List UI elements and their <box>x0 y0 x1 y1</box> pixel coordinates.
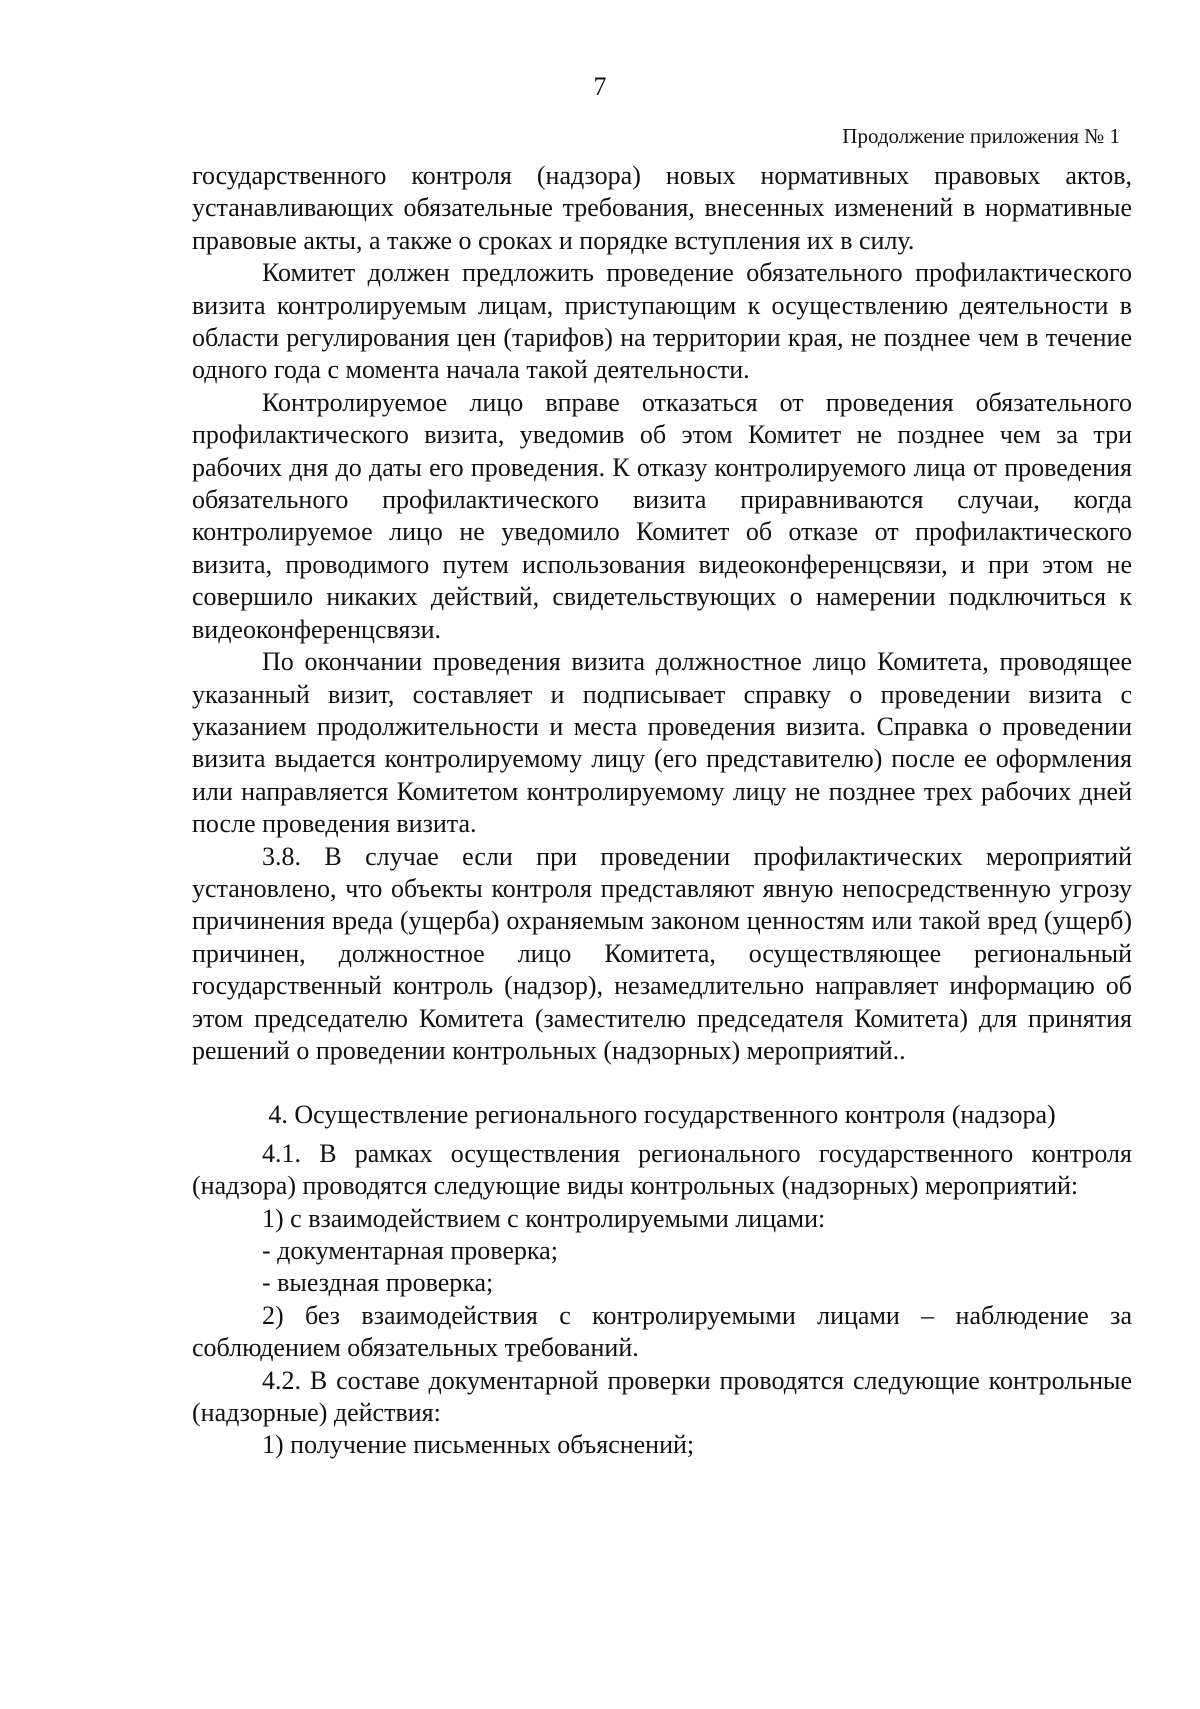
list-item: - выездная проверка; <box>262 1268 494 1298</box>
section-heading-4: 4. Осуществление регионального государственного контроля (надзора) <box>268 1100 1056 1130</box>
paragraph: По окончании проведения визита должностное лицо Комитета, проводящее указанный визит, составляет и подписывает справку о проведении визита с указанием продолжительности и места проведения визита. Справка о проведении визита выдается контролируемому лицу (его представителю) после ее оформления или направляется Комитетом контролируемому лицу не позднее трех рабочих дней после проведения визита. <box>192 647 1132 839</box>
paragraph-continued: государственного контроля (надзора) новых нормативных правовых актов, устанавливающих обязательные требования, внесенных изменений в нормативные правовые акты, а также о сроках и порядке вступления их в силу. <box>192 161 1132 255</box>
paragraph-4-2: 4.2. В составе документарной проверки проводятся следующие контрольные (надзорные) действия: <box>192 1365 1132 1428</box>
list-item: 1) с взаимодействием с контролируемыми лицами: <box>262 1203 826 1233</box>
list-item: 2) без взаимодействия с контролируемыми лицами – наблюдение за соблюдением обязательных требований. <box>192 1300 1132 1363</box>
page-number: 7 <box>593 72 607 101</box>
paragraph: Комитет должен предложить проведение обязательного профилактического визита контролируемым лицам, приступающим к осуществлению деятельности в области регулирования цен (тарифов) на территории края, не позднее чем в течение одного года с момента начала такой деятельности. <box>192 258 1132 385</box>
paragraph-4-1: 4.1. В рамках осуществления регионального государственного контроля (надзора) проводятся следующие виды контрольных (надзорных) мероприятий: <box>192 1138 1132 1201</box>
list-item: - документарная проверка; <box>262 1236 558 1265</box>
paragraph-3-8: 3.8. В случае если при проведении профилактических мероприятий установлено, что объекты контроля представляют явную непосредственную угрозу причинения вреда (ущерба) охраняемым законом ценностям или такой вред (ущерб) причинен, должностное лицо Комитета, осуществляющее региональный государственный контроль (надзор), незамедлительно направляет информацию об этом председателю Комитета (заместителю председателя Комитета) для принятия решений о проведении контрольных (надзорных) мероприятий.. <box>192 841 1132 1065</box>
paragraph: Контролируемое лицо вправе отказаться от проведения обязательного профилактического визита, уведомив об этом Комитет не позднее чем за три рабочих дня до даты его проведения. К отказу контролируемого лица от проведения обязательного профилактического визита приравниваются случаи, когда контролируемое лицо не уведомило Комитет об отказе от профилактического визита, проводимого путем использования видеоконференцсвязи, и при этом не совершило никаких действий, свидетельствующих о намерении подключиться к видеоконференцсвязи. <box>192 387 1132 644</box>
list-item: 1) получение письменных объяснений; <box>262 1430 695 1460</box>
appendix-continuation-label: Продолжение приложения № 1 <box>842 124 1120 148</box>
document-body <box>192 160 1132 1462</box>
